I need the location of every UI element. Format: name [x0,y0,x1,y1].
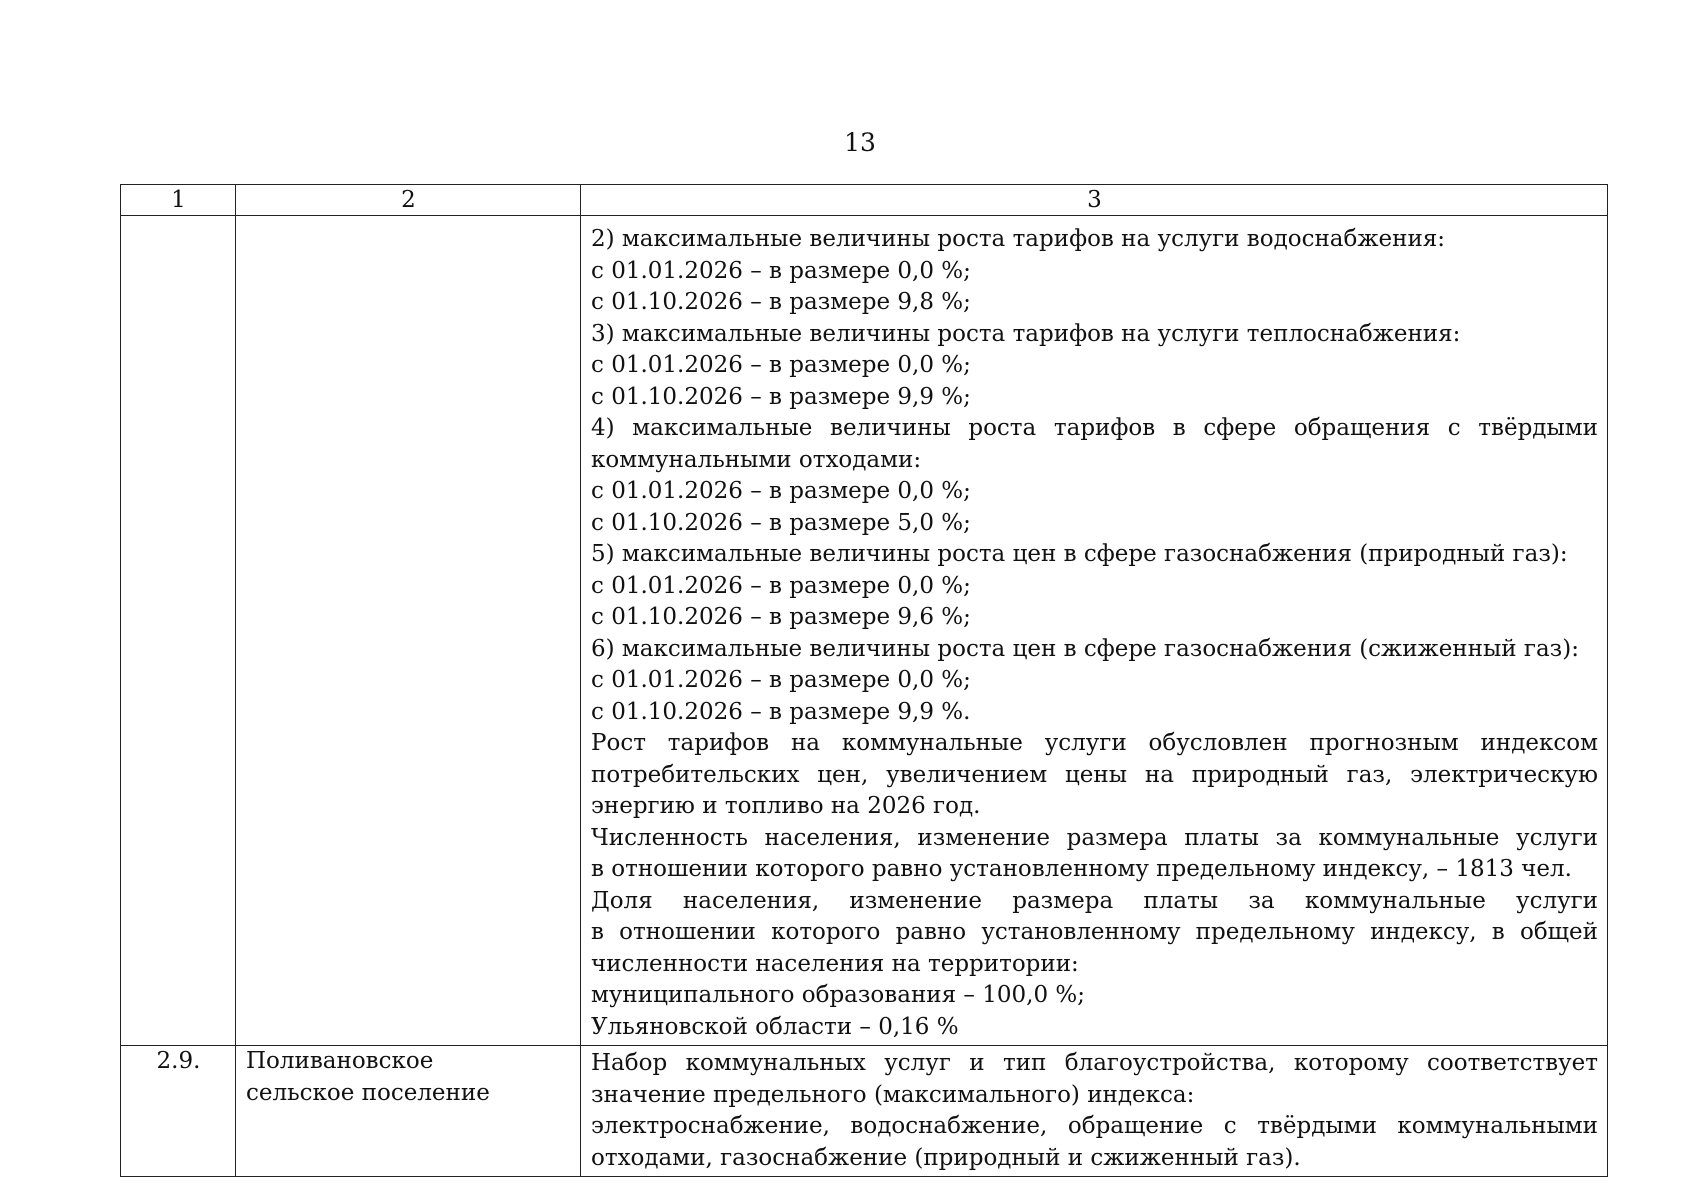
text-line: Ульяновской области – 0,16 % [591,1013,959,1040]
header-cell-3: 3 [581,185,1608,216]
description-cell [581,216,1608,1046]
text-line: Рост тарифов на коммунальные услуги обусловлен прогнозным индексом [591,730,1598,756]
text-line: значение предельного (максимального) индекса: [591,1081,1195,1108]
text-line: 4) максимальные величины роста тарифов в сфере обращения с твёрдыми [591,415,1598,441]
text-line: 6) максимальные величины роста цен в сфере газоснабжения (сжиженный газ): [591,635,1579,662]
row-number-cell: 2.9. [121,1046,236,1177]
description-cell [581,1046,1608,1177]
text-line: Доля населения, изменение размера платы за коммунальные услуги [591,887,1598,914]
text-line: 5) максимальные величины роста цен в сфере газоснабжения (природный газ): [591,541,1568,567]
text-line: с 01.10.2026 – в размере 9,9 %. [591,698,971,725]
text-line: отходами, газоснабжение (природный и сжиженный газ). [591,1144,1301,1171]
header-cell-1: 1 [121,185,236,216]
settlement-name-cell [236,1046,581,1177]
text-line: 2) максимальные величины роста тарифов на услуги водоснабжения: [591,226,1446,252]
text-line: 3) максимальные величины роста тарифов на услуги теплоснабжения: [591,320,1461,347]
text-line: с 01.01.2026 – в размере 0,0 %; [591,478,971,504]
text-line: с 01.01.2026 – в размере 0,0 %; [591,257,971,284]
document-table [120,184,1608,1177]
text-line: с 01.01.2026 – в размере 0,0 %; [591,352,971,378]
page-number: 13 [844,128,876,157]
text-line: с 01.10.2026 – в размере 5,0 %; [591,509,971,536]
table-row-continued [121,216,1608,1046]
text-line: с 01.01.2026 – в размере 0,0 %; [591,572,971,599]
text-line: с 01.10.2026 – в размере 9,6 %; [591,604,971,630]
table-row-2-9 [121,1046,1608,1177]
text-line: электроснабжение, водоснабжение, обращение с твёрдыми коммунальными [591,1113,1598,1139]
row-number-cell [121,216,236,1046]
text-line: потребительских цен, увеличением цены на природный газ, электрическую [591,761,1598,788]
text-line: численности населения на территории: [591,950,1079,977]
text-line: энергию и топливо на 2026 год. [591,793,981,819]
text-line: коммунальными отходами: [591,446,922,473]
settlement-name-line: Поливановское [246,1048,434,1074]
settlement-name-line: сельское поселение [246,1079,490,1106]
text-line: с 01.01.2026 – в размере 0,0 %; [591,667,971,693]
text-line: Численность населения, изменение размера платы за коммунальные услуги [591,824,1598,851]
text-line: в отношении которого равно установленному предельному индексу, в общей [591,919,1598,945]
text-line: муниципального образования – 100,0 %; [591,982,1085,1008]
text-line: в отношении которого равно установленному предельному индексу, – 1813 чел. [591,856,1572,882]
table-header-row [121,185,1608,216]
text-line: с 01.10.2026 – в размере 9,9 %; [591,383,971,410]
text-line: Набор коммунальных услуг и тип благоустройства, которому соответствует [591,1050,1598,1076]
settlement-name-cell [236,216,581,1046]
header-cell-2: 2 [236,185,581,216]
text-line: с 01.10.2026 – в размере 9,8 %; [591,289,971,315]
